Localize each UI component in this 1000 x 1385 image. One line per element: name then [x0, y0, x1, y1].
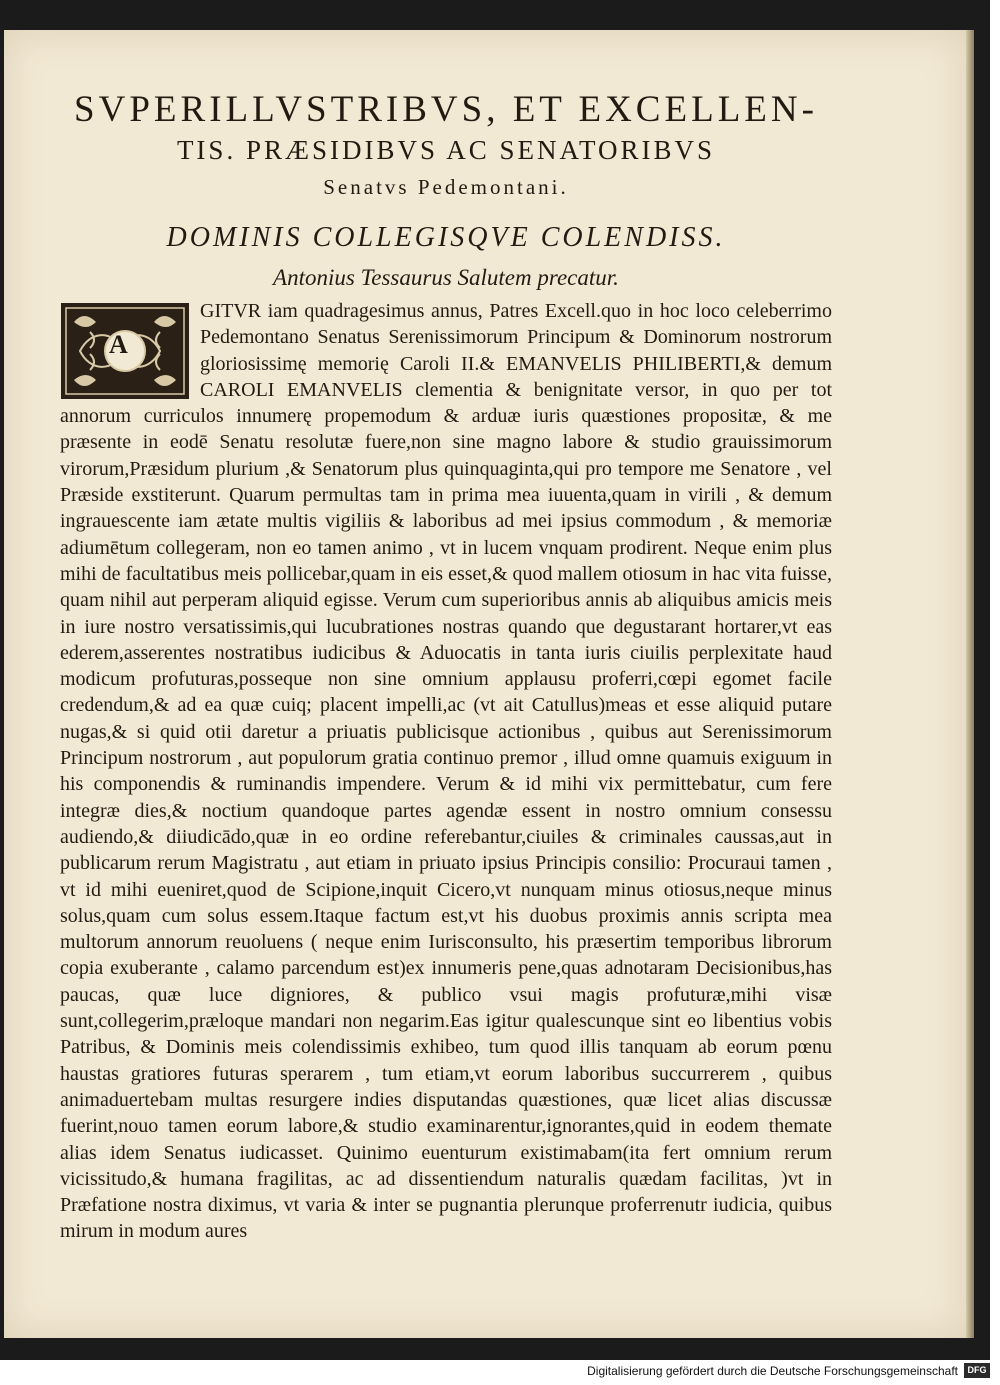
dfg-logo-icon: DFG: [964, 1363, 990, 1378]
heading-line-2: TIS. PRÆSIDIBVS AC SENATORIBVS: [176, 135, 716, 165]
body-paragraph: GITVR iam quadragesimus annus, Patres Excell.quo in hoc loco celeberrimo Pedemontano Senatus Serenissimorum Principum & Dominorum nostrorum gloriosissimę memorię Caroli II.& EMANVELIS PHILIBERTI,& demum CAROLI EMANVELIS clementia & benignitate versor, in quo per tot annorum curriculos innumerę propemodum & arduæ iuris quæstiones propositæ, & me præsente in eodē Senatu resolutæ fuere,non sine magno labore & studio grauissimorum virorum,Præsidum plurium ,& Senatorum plus quinquaginta,qui pro tempore me Senatore , vel Præside exstiterunt. Quarum permultas tam in prima mea iuuenta,quam in virili , & demum ingrauescente iam ætate multis vigiliis & laboribus ad mei ipsius commodum , & memoriæ adiumētum collegeram, non eo tamen animo , vt in lucem vnquam prodirent. Neque enim plus mihi de facultatibus meis pollicebar,quam in eis esset,& quod mallem otiosum in hac vita fuisse, quam nihil aut perperam aliquid egisse. Verum cum superioribus annis ab aliquibus amicis meis in iure nostro versatissimis,qui lucubrationes nostras quando que degustarant hortarer,vt eas ederem,asserentes nostratibus iudicibus & Aduocatis in tanta iuris ciuilis perplexitate haud modicum profuturas,posseque non sine omnium applausu proferri,cœpi egomet facile credendum,& ad ea quæ cuiq; placent impelli,ac (vt ait Catullus)meas et esse aliquid putare nugas,& si quid otii daretur a priuatis publicisque actionibus , quibus aut Serenissimorum Principum nostrorum , aut populorum gratia continuo premor , illud omne quamuis exiguum in his componendis & ruminandis impendere. Verum & id mihi vix permittebatur, cum fere integræ dies,& noctium quandoque partes agendæ essent in nostro omnium consessu audiendo,& diiudicādo,quæ in eo ordine referebantur,ciuiles & criminales caussas,aut in publicarum rerum Magistratu , aut etiam in priuato ipsius Principis consilio: Procuraui tamen , vt id mihi eueniret,quod de Scipione,inquit Cicero,vt nunquam minus otiosus,neque minus solus,quam cum solus essem.Itaque factum est,vt his duobus proximis annis scripta mea multorum annorum reuoluens ( neque enim Iurisconsulto, his præsertim temporibus librorum copia exuberante , calamo parcendum est)ex innumeris pene,quas adnotaram Decisionibus,has paucas, quæ luce digniores, & publico vsui magis profuturæ,mihi visæ sunt,collegerim,præloque mandari non negarim.Eas igitur qualescunque sint eo libentius vobis Patribus, & Dominis meis colendissimis exhibeo, tum quod illis tanquam ab eorum pœnu haustas gratiores futuras sperarem , tum etiam,vt eorum laboribus succurrerem , quibus animaduertebam multas resurgere indies disputandas quæstiones, quæ licet alias discussæ fuerint,nouo tamen eorum labore,& studio examinarentur,ignorantes,quid in eodem themate alias idem Senatus iudicasset. Quinimo euenturum existimabam(ita fert omnium rerum vicissitudo,& humana fragilitas, ac ad dissentiendum naturalis quædam facilitas, )vt in Præfatione nostra diximus, vt varia & inter se pugnantia plerunque proferrenutr iudicia, quibus mirum in modum aures: [60, 300, 832, 1243]
dedication-heading: [60, 88, 832, 202]
page-edge: [966, 30, 974, 1338]
footer-bar: [0, 1360, 1000, 1385]
page-content: [60, 88, 832, 1245]
greeting-line: Antonius Tessaurus Salutem precatur.: [273, 265, 619, 290]
book-page: [4, 30, 966, 1338]
funding-credit: Digitalisierung gefördert durch die Deutsche Forschungsgemeinschaft: [587, 1364, 958, 1378]
decorated-initial: [60, 302, 190, 400]
addressee-line: DOMINIS COLLEGISQVE COLENDISS.: [166, 222, 726, 253]
initial-letter: A: [109, 330, 128, 359]
dedication-body: [60, 298, 832, 1245]
heading-line-1: SVPERILLVSTRIBVS, ET EXCELLEN-: [74, 89, 818, 130]
heading-line-3: Senatvs Pedemontani.: [323, 175, 569, 199]
